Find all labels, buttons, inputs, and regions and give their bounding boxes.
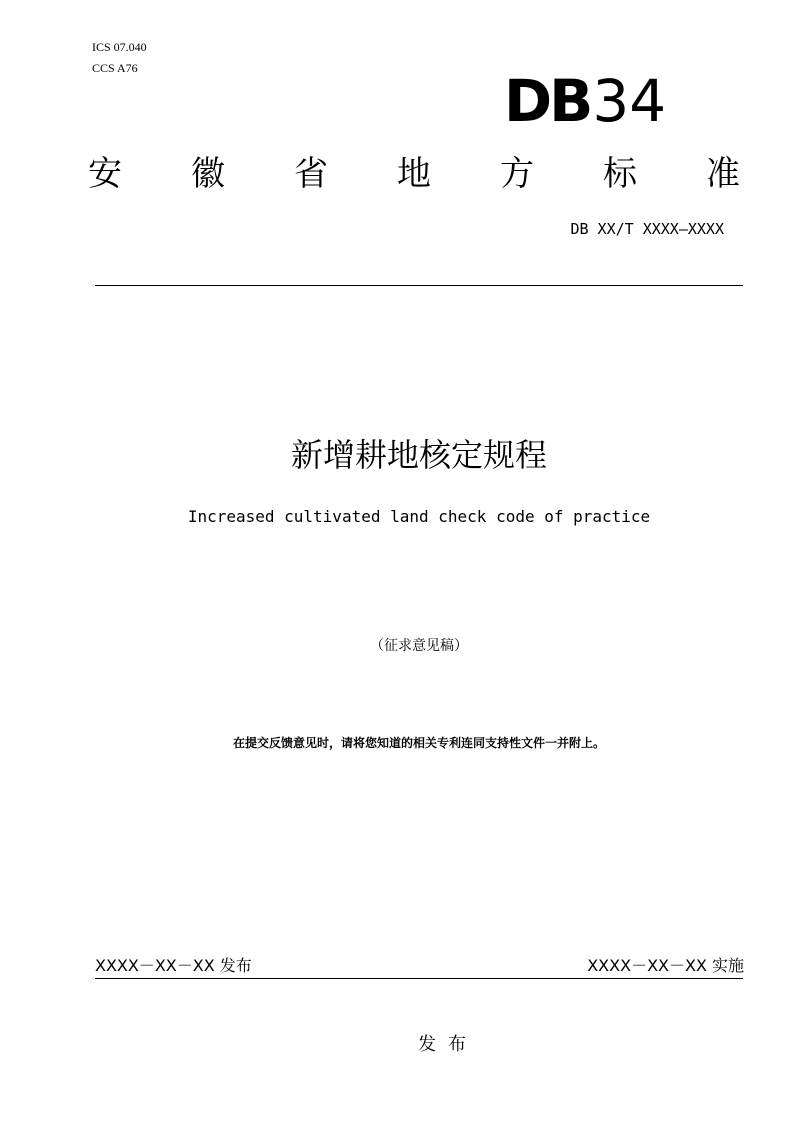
implement-date: XXXX－XX－XX 实施 <box>587 956 744 975</box>
province-title-char: 准 <box>706 154 740 194</box>
draft-label: （征求意见稿） <box>370 638 468 654</box>
document-title-chinese: 新增耕地核定规程 <box>290 436 547 474</box>
publish-date: XXXX－XX－XX 发布 <box>95 956 252 975</box>
db-logo <box>504 67 667 135</box>
province-title-char: 地 <box>397 154 431 194</box>
footer-divider <box>95 978 743 979</box>
province-title-char: 方 <box>500 154 534 194</box>
ccs-code: CCS A76 <box>92 61 138 75</box>
header-divider <box>95 285 743 286</box>
province-title-char: 徽 <box>191 154 225 194</box>
province-title-char: 省 <box>294 154 328 194</box>
ics-code: ICS 07.040 <box>92 40 147 54</box>
db-logo-prefix: DB <box>504 67 591 135</box>
patent-notice: 在提交反馈意见时，请将您知道的相关专利连同支持性文件一并附上。 <box>232 736 605 750</box>
province-title-char: 标 <box>603 154 637 194</box>
province-title-char: 安 <box>88 154 122 194</box>
issuer-label: 发布 <box>418 1034 478 1055</box>
province-standard-title <box>88 153 740 195</box>
standard-number: DB XX/T XXXX—XXXX <box>570 220 724 238</box>
document-title-english: Increased cultivated land check code of practice <box>187 507 651 526</box>
db-logo-number: 34 <box>592 67 667 135</box>
